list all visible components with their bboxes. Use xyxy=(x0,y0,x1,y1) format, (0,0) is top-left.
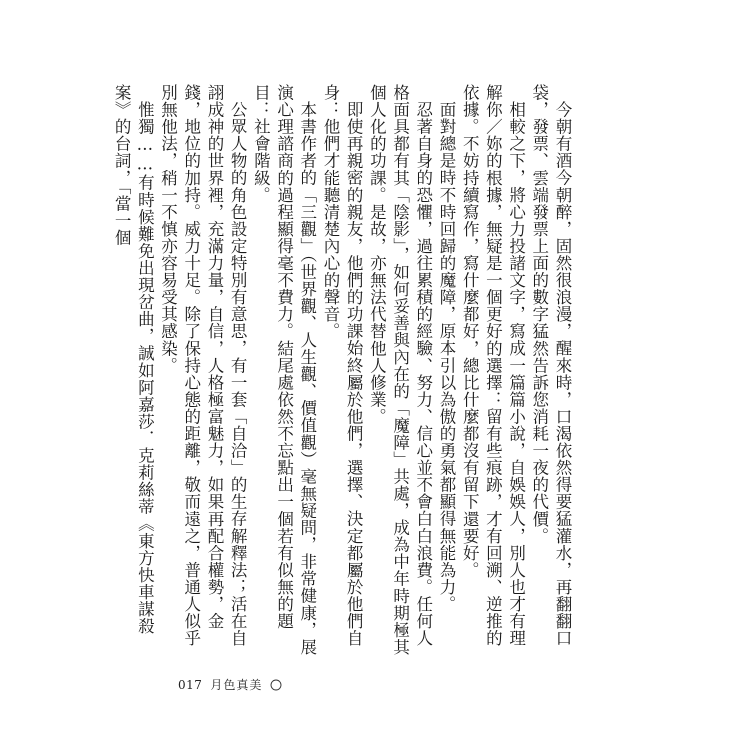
paragraph: 忍著自身的恐懼，過往累積的經驗、努力、信心並不會白白浪費。任何人格面具都有其「陰影」，如何妥善與內在的「魔障」共處，成為中年時期極其個人化的功課。是故，亦無法代替他人修業。 xyxy=(367,84,433,656)
paragraph: 惟獨……有時候難免出現岔曲，誠如阿嘉莎．克莉絲蒂《東方快車謀殺案》的台詞，「當一個 xyxy=(112,84,155,635)
paragraph: 今朝有酒今朝醉，固然很浪漫，醒來時，口渴依然得要猛灌水，再翻翻口袋，發票、雲端發票上面的數字猛然告訴您消耗一夜的代價。 xyxy=(529,84,572,647)
paragraph: 面對總是時不時回歸的魔障，原本引以為傲的勇氣都顯得無能為力。 xyxy=(436,100,456,612)
paragraph: 即使再親密的親友，他們的功課始終屬於他們，選擇、決定都屬於他們自身：他們才能聽清楚內心的聲音。 xyxy=(320,84,364,647)
paragraph: 公眾人物的角色設定特別有意思，有一套「自洽」的生存解釋法；活在自詡成神的世界裡，充滿力量，自信，人格極富魅力，如果再配合權勢，金錢，地位的加持。威力十足。除了保持心態的距離，敬而遠之，普通人似乎別無他法，稍一不慎亦容易受其感染。 xyxy=(158,84,248,647)
paragraph: 相較之下，將心力投諸文字，寫成一篇篇小說，自娛娛人，別人也才有理解你／妳的根據，無疑是一個更好的選擇：留有些痕跡，才有回溯、逆推的依據。不妨持續寫作，寫什麼都好，總比什麼都沒有留下還要好。 xyxy=(460,84,526,647)
paragraph: 本書作者的「三觀」（世界觀、人生觀、價值觀）毫無疑問，非常健康，展演心理諮商的過程顯得毫不費力。結尾處依然不忘點出一個若有似無的題目：社會階級。 xyxy=(251,84,317,655)
body-text xyxy=(110,84,574,659)
moon-icon xyxy=(270,679,282,691)
page-footer xyxy=(178,676,282,693)
page-number: 017 xyxy=(178,677,203,692)
book-title: 月色真美 xyxy=(210,678,263,692)
